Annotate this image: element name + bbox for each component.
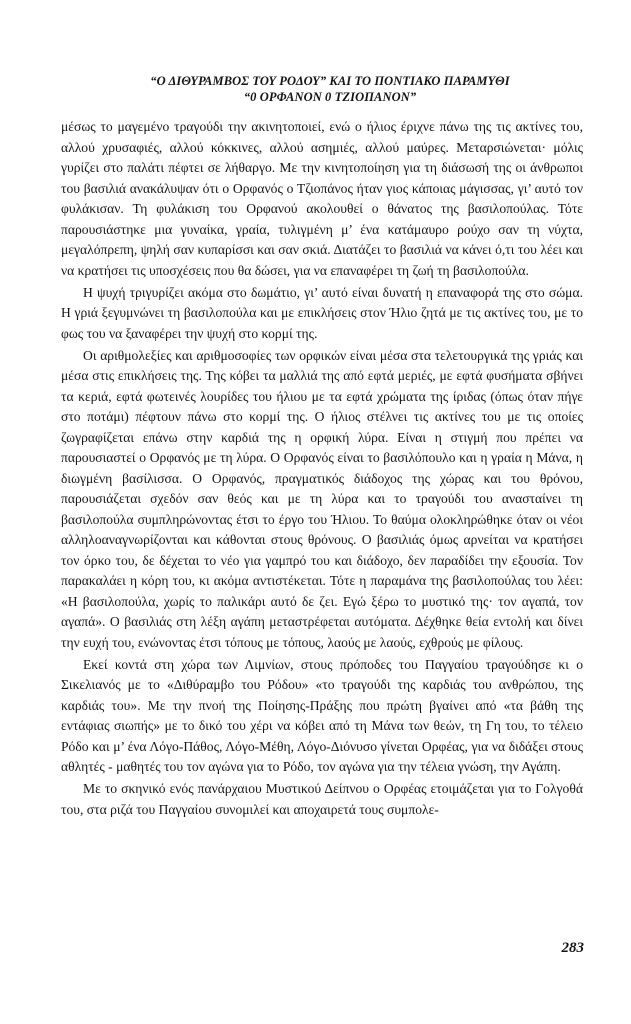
paragraph: Με το σκηνικό ενός πανάρχαιου Μυστικού Δείπνου ο Ορφέας ετοιμάζεται για το Γολγοθά του, στα ριζά του Παγγαίου συνομιλεί και αποχαιρετά τους συμπολε- xyxy=(61,781,583,817)
paragraph: Η ψυχή τριγυρίζει ακόμα στο δωμάτιο, γι’ αυτό είναι δυνατή η επαναφορά της στο σώμα. Η γριά ξεγυμνώνει τη βασιλοπούλα και με επικλήσεις στον Ήλιο ζητά με τις ακτίνες του, με το φως του να ξαναφέρει την ψυχή στο κορμί της. xyxy=(61,284,583,341)
page-number: 283 xyxy=(561,940,584,956)
paragraph: Εκεί κοντά στη χώρα των Λιμνίων, στους πρόποδες του Παγγαίου τραγούδησε κι ο Σικελιανός με το «Διθύραμβο του Ρόδου» «το τραγούδι της καρδιάς του ανθρώπου, της καρδιάς του». Με την πνοή της Ποίησης-Πράξης που πρώτη βγαίνει από «τα βάθη της εντάφιας σιωπής» με το δικό του χέρι να κόβει από τη Μάνα των θεών, τη Γη του, το τέλειο Ρόδο και μ’ ένα Λόγο-Πάθος, Λόγο-Μέθη, Λόγο-Διόνυσο γίνεται Ορφέας, για να διδάξει στους αθλητές - μαθητές του τον αγώνα για το Ρόδο, τον αγώνα για την τέλεια γνώση, την Αγάπη. xyxy=(61,656,583,774)
paragraph-continuation: μέσως το μαγεμένο τραγούδι την ακινητοποιεί, ενώ ο ήλιος έριχνε πάνω της τις ακτίνες του, αλλού χρυσαφιές, αλλού κόκκινες, αλλού ασημιές, αλλού μαύρες. Μεταρσιώνεται· μόλις γυρίζει στο παλάτι πέφτει σε λήθαργο. Με την κινητοποίηση για τη διάσωσή της οι άνθρωποι του βασιλιά ανακάλυψαν ότι ο Ορφανός ο Τζιοπάνος ήταν γιος κάποιας μάγισσας, γι’ αυτό τον φυλάκισαν. Τη φυλάκιση του Ορφανού ακολουθεί ο θάνατος της βασιλοπούλας. Τότε παρουσιάστηκε μια γυναίκα, γραία, τυλιγμένη μ’ ένα κατάμαυρο ρούχο σαν τη νύχτα, μεγαλόπρεπη, ψηλή σαν κυπαρίσσι και σαν σκιά. Διατάζει το βασιλιά να κάνει ό,τι του λέει και να κρατήσει τις υποσχέσεις που θα δώσει, για να επαναφέρει τη ζωή τη βασιλοπούλα. xyxy=(61,119,583,278)
running-header-line-2: “0 ΟΡΦΑΝΟΝ 0 ΤΖΙΟΠΑΝΟΝ” xyxy=(243,90,417,104)
body-text xyxy=(61,117,583,822)
running-header xyxy=(60,73,600,105)
running-header-line-1: “Ο ΔΙΘΥΡΑΜΒΟΣ ΤΟΥ ΡΟΔΟΥ” ΚΑΙ ΤΟ ΠΟΝΤΙΑΚΟ ΠΑΡΑΜΥΘΙ xyxy=(150,74,510,88)
paragraph: Οι αριθμολεξίες και αριθμοσοφίες των ορφικών είναι μέσα στα τελετουργικά της γριάς και μέσα στις επικλήσεις της. Της κόβει τα μαλλιά της από εφτά μεριές, με εφτά φυσήματα σβήνει τα κεριά, εφτά φωτεινές λουρίδες του ήλιου με τα εφτά χρώματα της ίριδας (όπως όταν πήγε στο ποτάμι) πέφτουν πάνω στο κορμί της. Ο ήλιος στέλνει τις ακτίνες του με τις οποίες ζωγραφίζεται επάνω στην καρδιά της η ορφική λύρα. Είναι η στιγμή που πρέπει να παρουσιαστεί ο Ορφανός με τη λύρα. Ο Ορφανός είναι το βασιλόπουλο και η γραία η Μάνα, η διωγμένη βασίλισσα. Ο Ορφανός, πραγματικός διάδοχος της χώρας και του θρόνου, παρουσιάζεται σχεδόν σαν θεός και με τη λύρα και το τραγούδι του ανασταίνει τη βασιλοπούλα συμπληρώνοντας έτσι το έργο του Ήλιου. Το θαύμα ολοκληρώθηκε όταν οι νέοι αλληλοαναγνωρίζονται και κάθονται στους θρόνους. Ο βασιλιάς όμως αρνείται να κρατήσει τον όρκο του, δε δέχεται το νέο για γαμπρό του και διάδοχο, δεν παραδίδει την εξουσία. Τον παρακαλάει η κόρη του, κι ακόμα αντιστέκεται. Τότε η παραμάνα της βασιλοπούλας του λέει: «Η βασιλοπούλα, χωρίς το παλικάρι αυτό δε ζει. Εγώ ξέρω το μυστικό της· τον αγαπά, τον αγαπά». Ο βασιλιάς στη λέξη αγάπη μεταστρέφεται αυτόματα. Δέχθηκε θεία εντολή και δίνει την ευχή του, ενώνοντας έτσι τόπους με τόπους, λαούς με λαούς, εχθρούς με φίλους. xyxy=(61,347,583,650)
